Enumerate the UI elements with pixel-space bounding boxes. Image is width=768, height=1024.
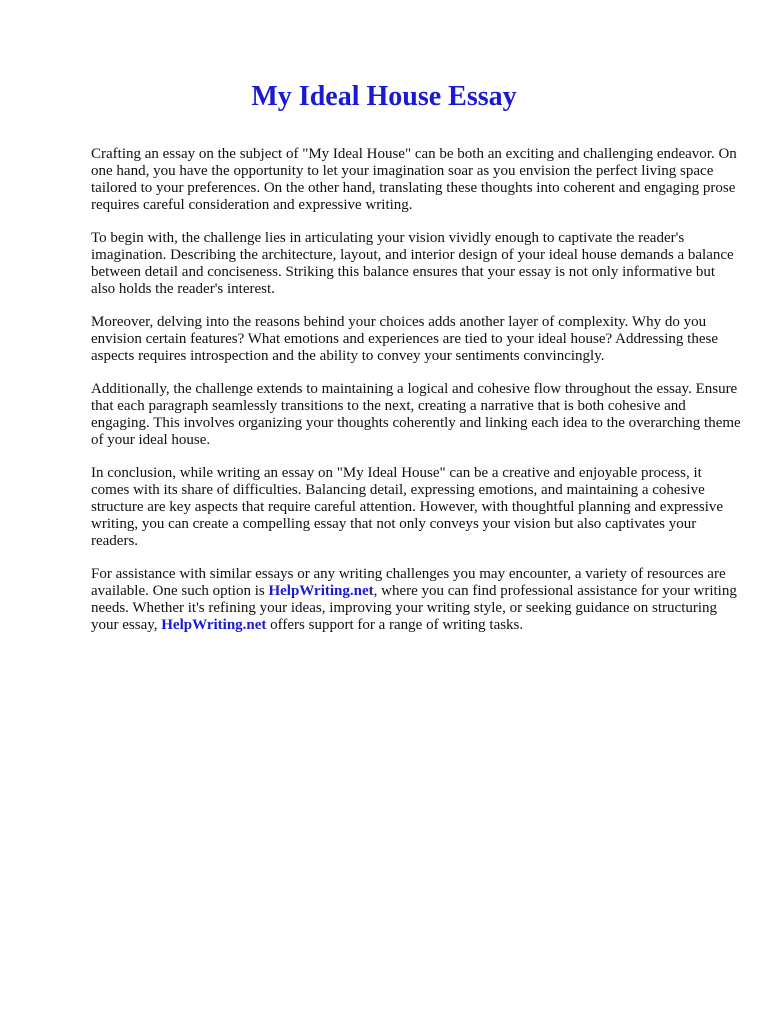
paragraph-6-text-1: For assistance with similar essays or any writing challenges you may encounter, a variety of resources are available. One such option is: [91, 566, 726, 599]
paragraph-4: Additionally, the challenge extends to maintaining a logical and cohesive flow throughout the essay. Ensure that each paragraph seamlessly transitions to the next, creating a narrative that is both cohesive and engaging. This involves organizing your thoughts coherently and linking each idea to the overarching theme of your ideal house.: [91, 381, 741, 448]
paragraph-3: Moreover, delving into the reasons behind your choices adds another layer of complexity. Why do you envision certain features? What emotions and experiences are tied to your ideal house? Addressing these aspects requires introspection and the ability to convey your sentiments convincingly.: [91, 314, 719, 364]
essay-title: My Ideal House Essay: [251, 81, 517, 112]
helpwriting-link-1[interactable]: HelpWriting.net: [268, 583, 374, 599]
paragraph-6-text-3: offers support for a range of writing tasks.: [266, 617, 524, 633]
paragraph-2: To begin with, the challenge lies in articulating your vision vividly enough to captivate the reader's imagination. Describing the architecture, layout, and interior design of your ideal house demands a balance between detail and conciseness. Striking this balance ensures that your essay is not only informative but also holds the reader's interest.: [91, 230, 734, 297]
helpwriting-link-2[interactable]: HelpWriting.net: [161, 617, 267, 633]
paragraph-5: In conclusion, while writing an essay on "My Ideal House" can be a creative and enjoyable process, it comes with its share of difficulties. Balancing detail, expressing emotions, and maintaining a cohesive structure are key aspects that require careful attention. However, with thoughtful planning and expressive writing, you can create a compelling essay that not only conveys your vision but also captivates your readers.: [91, 465, 724, 549]
paragraph-6: [91, 566, 741, 634]
essay-body: [91, 146, 741, 650]
paragraph-1: Crafting an essay on the subject of "My Ideal House" can be both an exciting and challenging endeavor. On one hand, you have the opportunity to let your imagination soar as you envision the perfect living space tailored to your preferences. On the other hand, translating these thoughts into coherent and engaging prose requires careful consideration and expressive writing.: [91, 146, 737, 213]
paragraph-6-text-2: , where you can find professional assistance for your writing needs. Whether it's refining your ideas, improving your writing style, or seeking guidance on structuring your essay,: [91, 583, 737, 633]
